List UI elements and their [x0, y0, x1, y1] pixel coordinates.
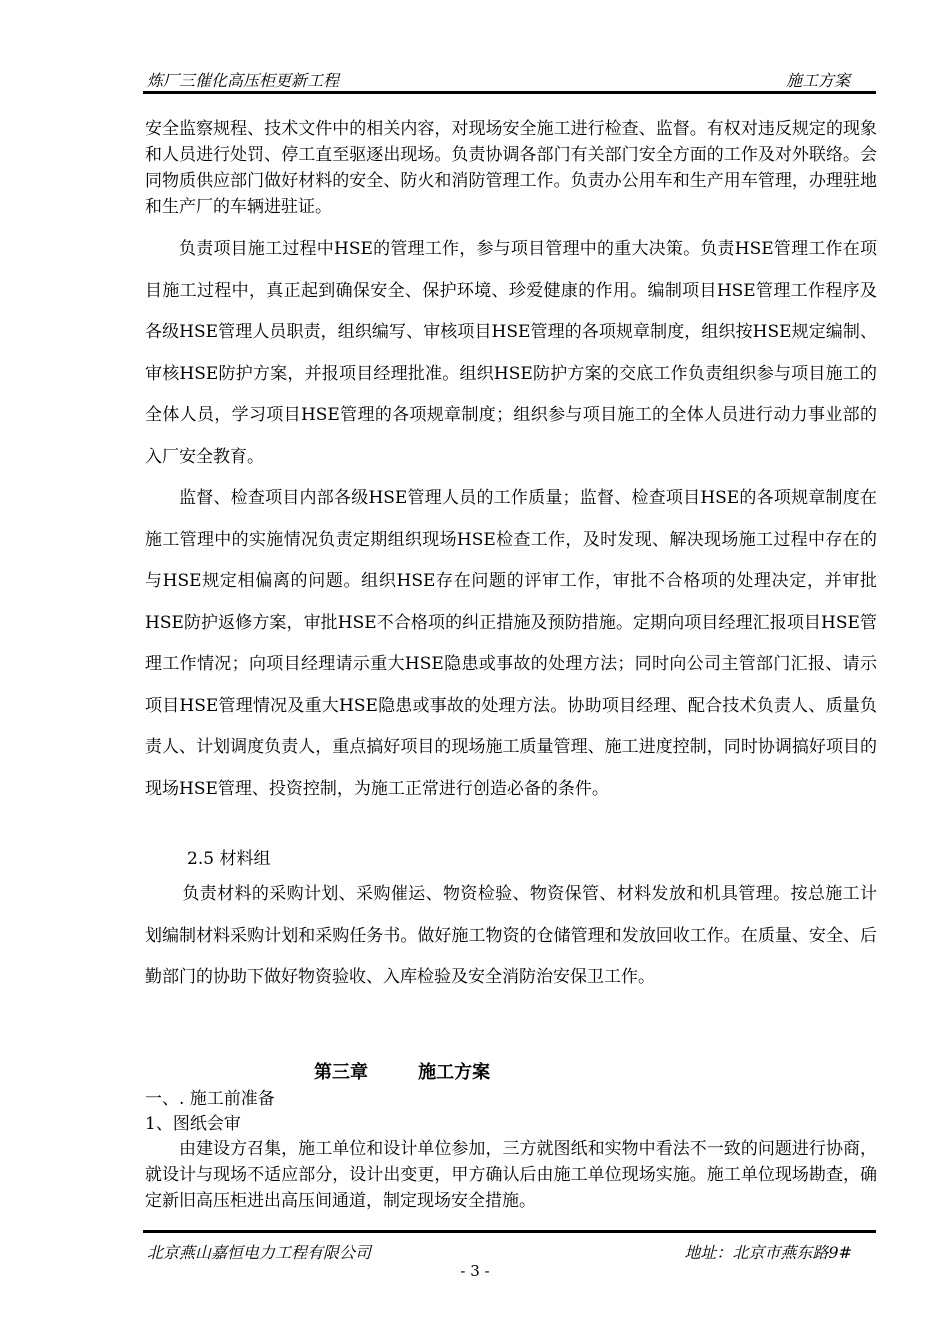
header-project-title: 炼厂三催化高压柜更新工程: [147, 71, 340, 90]
header-divider: [143, 91, 876, 94]
paragraph-drawing-review: [145, 1136, 877, 1214]
footer-divider: [143, 1230, 876, 1233]
paragraph-text: 负责材料的采购计划、采购催运、物资检验、物资保管、材料发放和机具管理。按总施工计划编制材料采购计划和采购任务书。做好施工物资的仓储管理和发放回收工作。在质量、安全、后勤部门的协助下做好物资验收、入库检验及安全消防治安保卫工作。: [145, 884, 877, 987]
paragraph-materials-group: [145, 874, 877, 999]
paragraph-text: 安全监察规程、技术文件中的相关内容，对现场安全施工进行检查、监督。有权对违反规定的现象和人员进行处罚、停工直至驱逐出现场。负责协调各部门有关部门安全方面的工作及对外联络。会同物质供应部门做好材料的安全、防火和消防管理工作。负责办公用车和生产用车管理，办理驻地和生产厂的车辆进驻证。: [145, 119, 877, 217]
paragraph-safety-duties: [145, 116, 877, 220]
page-number: - 3 -: [460, 1262, 490, 1280]
heading-preparation: 一、. 施工前准备: [145, 1089, 275, 1109]
footer-company: 北京燕山嘉恒电力工程有限公司: [147, 1243, 372, 1262]
header-doc-type: 施工方案: [785, 71, 850, 90]
footer-address: 地址：北京市燕东路9#: [684, 1243, 852, 1262]
paragraph-hse-management: [145, 229, 877, 478]
paragraph-hse-supervision: [145, 478, 877, 810]
heading-drawing-review: 1、图纸会审: [145, 1114, 241, 1134]
paragraph-text: 由建设方召集，施工单位和设计单位参加，三方就图纸和实物中看法不一致的问题进行协商，就设计与现场不适应部分，设计出变更，甲方确认后由施工单位现场实施。施工单位现场勘查，确定新旧高压柜进出高压间通道，制定现场安全措施。: [145, 1139, 877, 1211]
section-heading-materials: 2.5 材料组: [187, 849, 271, 869]
chapter-title: 第三章 施工方案: [314, 1062, 491, 1083]
paragraph-text: 监督、检查项目内部各级HSE管理人员的工作质量；监督、检查项目HSE的各项规章制度在施工管理中的实施情况负责定期组织现场HSE检查工作，及时发现、解决现场施工过程中存在的与HSE规定相偏离的问题。组织HSE存在问题的评审工作，审批不合格项的处理决定，并审批HSE防护返修方案，审批HSE不合格项的纠正措施及预防措施。定期向项目经理汇报项目HSE管理工作情况；向项目经理请示重大HSE隐患或事故的处理方法；同时向公司主管部门汇报、请示项目HSE管理情况及重大HSE隐患或事故的处理方法。协助项目经理、配合技术负责人、质量负责人、计划调度负责人，重点搞好项目的现场施工质量管理、施工进度控制，同时协调搞好项目的现场HSE管理、投资控制，为施工正常进行创造必备的条件。: [145, 488, 877, 799]
paragraph-text: 负责项目施工过程中HSE的管理工作，参与项目管理中的重大决策。负责HSE管理工作在项目施工过程中，真正起到确保安全、保护环境、珍爱健康的作用。编制项目HSE管理工作程序及各级HSE管理人员职责，组织编写、审核项目HSE管理的各项规章制度，组织按HSE规定编制、审核HSE防护方案，并报项目经理批准。组织HSE防护方案的交底工作负责组织参与项目施工的全体人员，学习项目HSE管理的各项规章制度；组织参与项目施工的全体人员进行动力事业部的入厂安全教育。: [145, 239, 877, 467]
